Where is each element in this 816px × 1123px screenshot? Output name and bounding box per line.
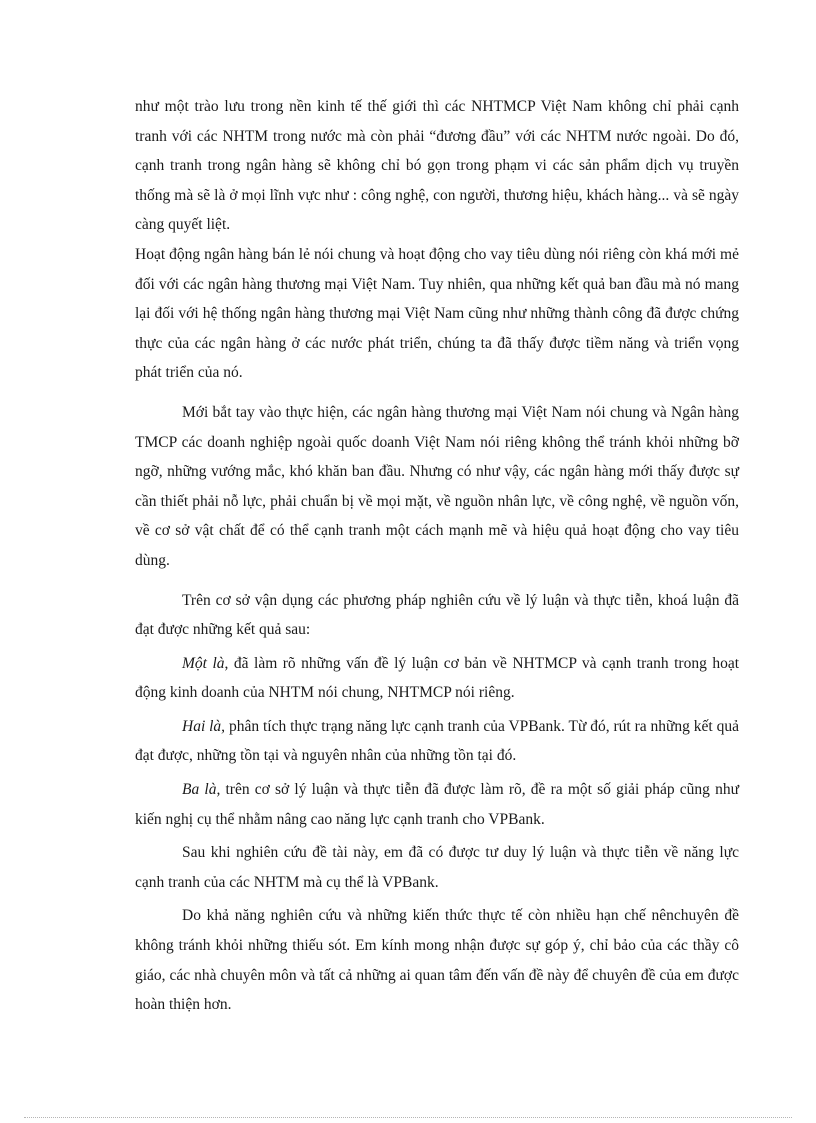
paragraph-5-lead: Một là <box>182 654 225 672</box>
paragraph-1: như một trào lưu trong nền kinh tế thế giới thì các NHTMCP Việt Nam không chỉ phải cạnh tranh với các NHTM trong nước mà còn phải “đương đầu” với các NHTM nước ngoài. Do đó, cạnh tranh trong ngân hàng sẽ không chỉ bó gọn trong phạm vi các sản phẩm dịch vụ truyền thống mà sẽ là ở mọi lĩnh vực như : công nghệ, con người, thương hiệu, khách hàng... và sẽ ngày càng quyết liệt. <box>135 98 739 234</box>
document-body <box>135 92 739 1020</box>
paragraph-9: Do khả năng nghiên cứu và những kiến thức thực tế còn nhiều hạn chế nênchuyên đề không tránh khỏi những thiếu sót. Em kính mong nhận được sự góp ý, chỉ bảo của các thầy cô giáo, các nhà chuyên môn và tất cả những ai quan tâm đến vấn đề này để chuyên đề của em được hoàn thiện hơn. <box>135 907 739 1014</box>
paragraph-8: Sau khi nghiên cứu đề tài này, em đã có được tư duy lý luận và thực tiễn về năng lực cạnh tranh của các NHTM mà cụ thể là VPBank. <box>135 844 739 891</box>
page-bottom-rule <box>24 1117 792 1118</box>
paragraph-6-lead: Hai là, <box>182 717 226 735</box>
paragraph-4: Trên cơ sở vận dụng các phương pháp nghiên cứu về lý luận và thực tiễn, khoá luận đã đạt được những kết quả sau: <box>135 591 739 639</box>
paragraph-6-text: phân tích thực trạng năng lực cạnh tranh của VPBank. Từ đó, rút ra những kết quả đạt được, những tồn tại và nguyên nhân của những tồn tại đó. <box>135 717 739 765</box>
paragraph-5 <box>135 649 739 708</box>
paragraph-3: Mới bắt tay vào thực hiện, các ngân hàng thương mại Việt Nam nói chung và Ngân hàng TMCP các doanh nghiệp ngoài quốc doanh Việt Nam nói riêng không thể tránh khỏi những bỡ ngỡ, những vướng mắc, khó khăn ban đầu. Nhưng có như vậy, các ngân hàng mới thấy được sự cần thiết phải nỗ lực, phải chuẩn bị về mọi mặt, về nguồn nhân lực, về công nghệ, về nguồn vốn, về cơ sở vật chất để có thể cạnh tranh một cách mạnh mẽ và hiệu quả hoạt động cho vay tiêu dùng. <box>135 403 739 569</box>
paragraph-7-lead: Ba là, <box>182 781 221 799</box>
paragraph-6 <box>135 712 739 771</box>
paragraph-5-text: , đã làm rõ những vấn đề lý luận cơ bản về NHTMCP và cạnh tranh trong hoạt động kinh doanh của NHTM nói chung, NHTMCP nói riêng. <box>135 654 740 702</box>
paragraph-2: Hoạt động ngân hàng bán lẻ nói chung và hoạt động cho vay tiêu dùng nói riêng còn khá mới mẻ đối với các ngân hàng thương mại Việt Nam. Tuy nhiên, qua những kết quả ban đầu mà nó mang lại đối với hệ thống ngân hàng thương mại Việt Nam cũng như những thành công đã được chứng thực của các ngân hàng ở các nước phát triển, chúng ta đã thấy được tiềm năng và triển vọng phát triển của nó. <box>135 245 739 382</box>
paragraph-7-text: trên cơ sở lý luận và thực tiễn đã được làm rõ, đề ra một số giải pháp cũng như kiến nghị cụ thể nhằm nâng cao năng lực cạnh tranh cho VPBank. <box>135 781 739 828</box>
paragraph-7 <box>135 775 739 834</box>
